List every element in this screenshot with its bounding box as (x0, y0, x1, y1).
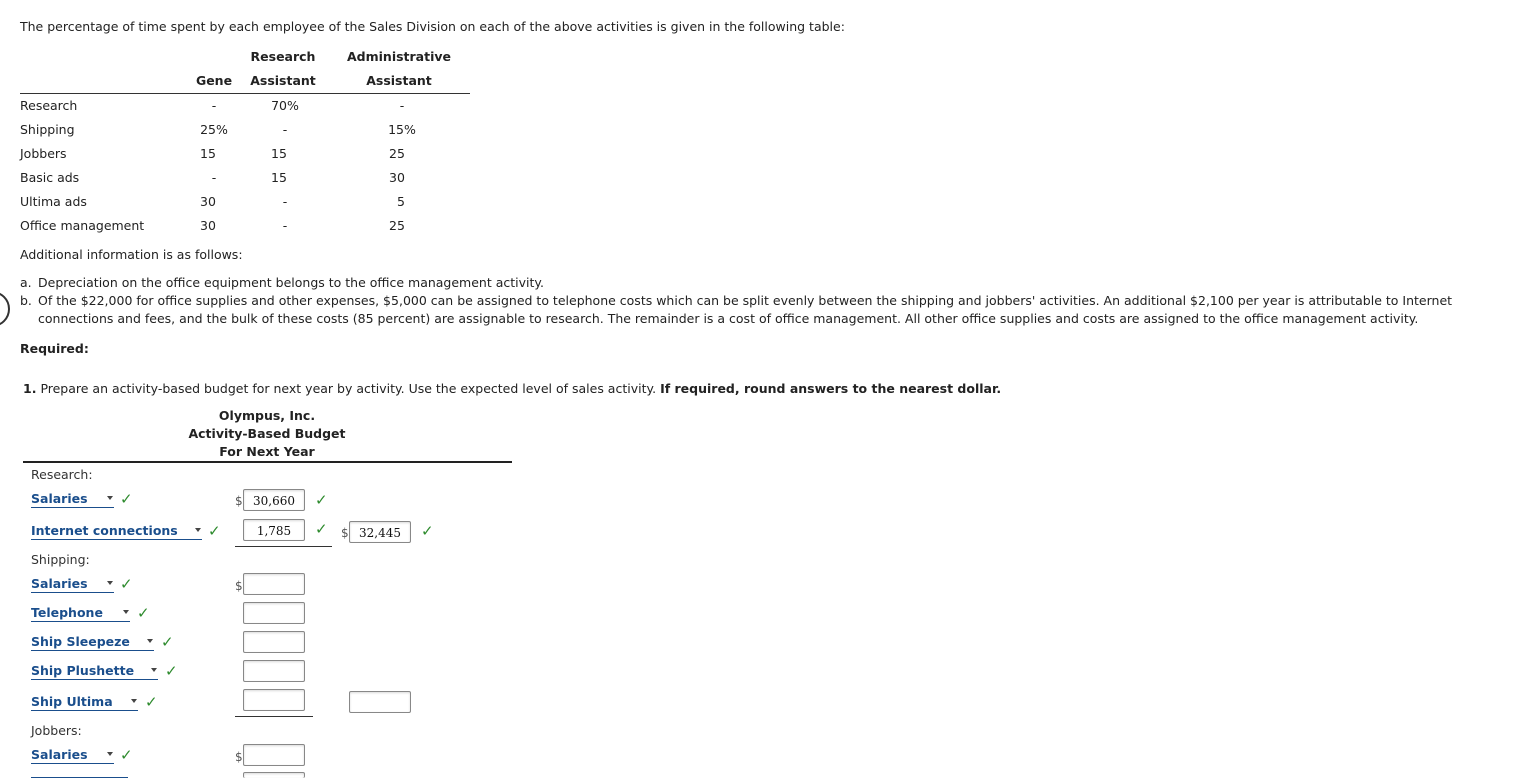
cell-gene: - (211, 98, 217, 113)
shipping-ultima-dropdown[interactable] (31, 694, 138, 711)
checkmark-icon: ✓ (421, 522, 434, 540)
cell-admin-assistant: 15% (388, 122, 416, 137)
list-item (20, 274, 1520, 292)
shipping-salaries-input[interactable] (243, 573, 305, 595)
header-admin-assistant-line2: Assistant (366, 73, 432, 88)
cell-gene: - (211, 170, 217, 185)
additional-info-list (20, 274, 1520, 328)
question-number: 1. (23, 381, 37, 396)
shipping-telephone-input[interactable] (243, 602, 305, 624)
header-research-assistant-line1: Research (250, 49, 316, 64)
dropdown-label: Salaries (31, 747, 88, 762)
section-label-jobbers: Jobbers: (31, 723, 82, 738)
cell-admin-assistant: - (399, 98, 405, 113)
chevron-down-icon (107, 496, 113, 500)
jobbers-next-input[interactable] (243, 772, 305, 778)
checkmark-icon: ✓ (208, 522, 221, 540)
budget-period: For Next Year (219, 444, 315, 459)
dropdown-label: Salaries (31, 491, 88, 506)
shipping-telephone-dropdown[interactable] (31, 605, 130, 622)
chevron-down-icon (107, 752, 113, 756)
cell-admin-assistant: 25 (389, 146, 405, 161)
research-salaries-input[interactable]: 30,660 (243, 489, 305, 511)
checkmark-icon: ✓ (165, 662, 178, 680)
cell-research-assistant: 70% (271, 98, 299, 113)
chevron-down-icon (151, 668, 157, 672)
cell-research-assistant: 15 (271, 170, 287, 185)
cell-admin-assistant: 25 (389, 218, 405, 233)
dollar-sign: $ (341, 526, 349, 540)
cell-research-assistant: - (282, 194, 288, 209)
checkmark-icon: ✓ (137, 604, 150, 622)
dropdown-label: Salaries (31, 576, 88, 591)
checkmark-icon: ✓ (120, 746, 133, 764)
row-activity-label: Basic ads (20, 170, 80, 185)
shipping-plushette-input[interactable] (243, 660, 305, 682)
header-gene: Gene (195, 73, 233, 88)
cell-admin-assistant: 30 (389, 170, 405, 185)
row-activity-label: Shipping (20, 122, 75, 137)
cell-gene: 30 (200, 218, 216, 233)
cell-admin-assistant: 5 (397, 194, 405, 209)
section-label-shipping: Shipping: (31, 552, 90, 567)
list-item-text: Of the $22,000 for office supplies and other expenses, $5,000 can be assigned to telephone costs which can be split evenly between the shipping and jobbers' activities. An additional $2,100 per year is attributable to Internet connections and fees, and the bulk of these costs (85 percent) are assignable to research. The remainder is a cost of office management. All other office supplies and costs are assigned to the office management activity. (38, 293, 1453, 326)
row-activity-label: Jobbers (20, 146, 67, 161)
cell-gene: 15 (200, 146, 216, 161)
checkmark-icon: ✓ (315, 520, 328, 538)
budget-header-rule (23, 461, 512, 463)
chevron-down-icon (131, 699, 137, 703)
chevron-down-icon (195, 528, 201, 532)
question-emphasis: If required, round answers to the nearest dollar. (660, 381, 1002, 396)
list-item-text: Depreciation on the office equipment belongs to the office management activity. (38, 275, 544, 290)
dollar-sign: $ (235, 579, 243, 593)
dollar-sign: $ (235, 750, 243, 764)
cell-research-assistant: 15 (271, 146, 287, 161)
row-activity-label: Ultima ads (20, 194, 87, 209)
cell-research-assistant: - (282, 218, 288, 233)
subtotal-rule (235, 546, 332, 547)
required-label: Required: (20, 341, 89, 356)
dropdown-label: Ship Ultima (31, 694, 113, 709)
chevron-down-icon (123, 610, 129, 614)
shipping-ultima-input[interactable] (243, 689, 305, 711)
cell-research-assistant: - (282, 122, 288, 137)
checkmark-icon: ✓ (315, 491, 328, 509)
dropdown-label: Internet connections (31, 523, 178, 538)
row-activity-label: Research (20, 98, 78, 113)
dropdown-label: Telephone (31, 605, 103, 620)
row-activity-label: Office management (20, 218, 145, 233)
question-text (23, 381, 1001, 396)
shipping-sleepeze-dropdown[interactable] (31, 634, 154, 651)
chevron-down-icon (147, 639, 153, 643)
subtotal-rule (235, 716, 313, 717)
cell-gene: 25% (200, 122, 228, 137)
research-salaries-dropdown[interactable] (31, 491, 114, 508)
circle-indicator (0, 291, 10, 327)
jobbers-salaries-input[interactable] (243, 744, 305, 766)
table-header-rule (20, 93, 470, 94)
shipping-total-input[interactable] (349, 691, 411, 713)
checkmark-icon: ✓ (161, 633, 174, 651)
jobbers-next-dropdown[interactable] (31, 761, 128, 778)
header-admin-assistant-line1: Administrative (346, 49, 452, 64)
shipping-sleepeze-input[interactable] (243, 631, 305, 653)
checkmark-icon: ✓ (145, 693, 158, 711)
budget-title: Activity-Based Budget (188, 426, 346, 441)
shipping-plushette-dropdown[interactable] (31, 663, 158, 680)
checkmark-icon: ✓ (120, 490, 133, 508)
question-body: Prepare an activity-based budget for next year by activity. Use the expected level of sales activity. (40, 381, 657, 396)
additional-info-heading: Additional information is as follows: (20, 247, 243, 262)
header-research-assistant-line2: Assistant (250, 73, 316, 88)
shipping-salaries-dropdown[interactable] (31, 576, 114, 593)
research-internet-input[interactable]: 1,785 (243, 519, 305, 541)
cell-gene: 30 (200, 194, 216, 209)
dollar-sign: $ (235, 494, 243, 508)
research-internet-dropdown[interactable] (31, 523, 202, 540)
budget-company: Olympus, Inc. (218, 408, 316, 423)
list-item (20, 292, 1520, 328)
list-item-mark: a. (20, 275, 32, 290)
dropdown-label: Ship Sleepeze (31, 634, 130, 649)
chevron-down-icon (107, 581, 113, 585)
research-total-input[interactable]: 32,445 (349, 521, 411, 543)
checkmark-icon: ✓ (120, 575, 133, 593)
section-label-research: Research: (31, 467, 93, 482)
list-item-mark: b. (20, 293, 32, 308)
dropdown-label: Ship Plushette (31, 663, 135, 678)
intro-text: The percentage of time spent by each employee of the Sales Division on each of the above activities is given in the following table: (20, 19, 845, 34)
